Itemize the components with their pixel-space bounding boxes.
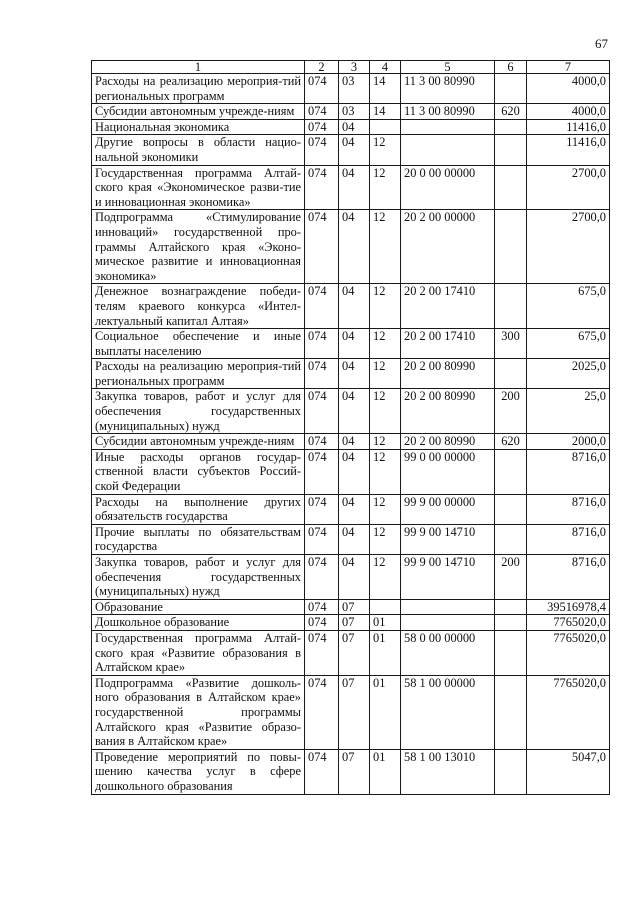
row-section-code: 03 (339, 74, 370, 104)
row-name-cell: Национальная экономика (92, 119, 305, 135)
table-row (92, 135, 610, 165)
table-row (92, 524, 610, 554)
row-section-code: 04 (339, 165, 370, 210)
row-ministry-code: 074 (305, 615, 339, 631)
table-row (92, 210, 610, 284)
row-ministry-code: 074 (305, 119, 339, 135)
row-section-code: 04 (339, 119, 370, 135)
row-expense-type-code (495, 524, 527, 554)
table-header-row (92, 61, 610, 74)
table-row (92, 615, 610, 631)
row-expense-type-code (495, 599, 527, 615)
row-ministry-code: 074 (305, 104, 339, 120)
row-section-code: 04 (339, 284, 370, 329)
row-name-cell: Субсидии автономным учрежде-ниям (92, 434, 305, 450)
row-subsection-code (370, 119, 401, 135)
row-expense-type-code (495, 615, 527, 631)
row-target-article-code: 99 0 00 00000 (401, 449, 495, 494)
row-ministry-code: 074 (305, 555, 339, 600)
row-ministry-code: 074 (305, 135, 339, 165)
row-subsection-code: 12 (370, 434, 401, 450)
row-ministry-code: 074 (305, 74, 339, 104)
table-row (92, 630, 610, 675)
row-section-code: 07 (339, 749, 370, 794)
row-ministry-code: 074 (305, 449, 339, 494)
row-name-cell: Прочие выплаты по обязательствам государства (92, 524, 305, 554)
row-target-article-code (401, 599, 495, 615)
row-target-article-code: 20 2 00 17410 (401, 284, 495, 329)
row-amount: 2700,0 (527, 165, 610, 210)
row-ministry-code: 074 (305, 284, 339, 329)
row-expense-type-code: 200 (495, 555, 527, 600)
row-target-article-code: 20 2 00 17410 (401, 329, 495, 359)
table-row (92, 389, 610, 434)
row-amount: 5047,0 (527, 749, 610, 794)
row-ministry-code: 074 (305, 359, 339, 389)
row-target-article-code: 99 9 00 14710 (401, 555, 495, 600)
row-expense-type-code (495, 135, 527, 165)
row-name-cell: Подпрограмма «Развитие дошколь-ного образования в Алтайском крае» государственной программы Алтайского края «Развитие образо-вания в Алтайском крае» (92, 675, 305, 749)
row-ministry-code: 074 (305, 494, 339, 524)
row-subsection-code: 14 (370, 74, 401, 104)
row-amount: 675,0 (527, 329, 610, 359)
row-subsection-code: 12 (370, 165, 401, 210)
row-name-cell: Проведение мероприятий по повы-шению качества услуг в сфере дошкольного образования (92, 749, 305, 794)
page-number: 67 (595, 36, 608, 51)
row-amount: 7765020,0 (527, 675, 610, 749)
header-cell-3: 3 (339, 61, 370, 74)
table-row (92, 329, 610, 359)
table-row (92, 494, 610, 524)
row-target-article-code: 20 2 00 80990 (401, 359, 495, 389)
header-cell-5: 5 (401, 61, 495, 74)
row-ministry-code: 074 (305, 599, 339, 615)
row-expense-type-code (495, 284, 527, 329)
table-row (92, 165, 610, 210)
row-subsection-code (370, 599, 401, 615)
row-expense-type-code (495, 630, 527, 675)
row-amount: 675,0 (527, 284, 610, 329)
row-section-code: 04 (339, 555, 370, 600)
row-expense-type-code (495, 165, 527, 210)
row-subsection-code: 12 (370, 359, 401, 389)
row-name-cell: Закупка товаров, работ и услуг для обеспечения государственных (муниципальных) нужд (92, 389, 305, 434)
row-expense-type-code: 200 (495, 389, 527, 434)
row-amount: 8716,0 (527, 494, 610, 524)
row-name-cell: Социальное обеспечение и иные выплаты населению (92, 329, 305, 359)
row-name-cell: Государственная программа Алтай-ского края «Развитие образования в Алтайском крае» (92, 630, 305, 675)
row-expense-type-code (495, 119, 527, 135)
row-subsection-code: 01 (370, 615, 401, 631)
row-amount: 25,0 (527, 389, 610, 434)
row-name-cell: Государственная программа Алтай-ского края «Экономическое разви-тие и инновационная экономика» (92, 165, 305, 210)
row-subsection-code: 12 (370, 449, 401, 494)
row-target-article-code: 58 1 00 00000 (401, 675, 495, 749)
table-row (92, 284, 610, 329)
header-cell-2: 2 (305, 61, 339, 74)
row-subsection-code: 12 (370, 210, 401, 284)
row-ministry-code: 074 (305, 389, 339, 434)
row-target-article-code: 11 3 00 80990 (401, 74, 495, 104)
row-section-code: 04 (339, 494, 370, 524)
row-section-code: 04 (339, 210, 370, 284)
row-section-code: 07 (339, 599, 370, 615)
table-row (92, 449, 610, 494)
row-amount: 7765020,0 (527, 615, 610, 631)
row-name-cell: Субсидии автономным учрежде-ниям (92, 104, 305, 120)
row-target-article-code: 20 2 00 80990 (401, 389, 495, 434)
row-expense-type-code (495, 675, 527, 749)
table-row (92, 599, 610, 615)
row-amount: 11416,0 (527, 135, 610, 165)
row-subsection-code: 12 (370, 494, 401, 524)
row-amount: 8716,0 (527, 524, 610, 554)
table-row (92, 104, 610, 120)
row-target-article-code (401, 119, 495, 135)
row-name-cell: Закупка товаров, работ и услуг для обеспечения государственных (муниципальных) нужд (92, 555, 305, 600)
row-expense-type-code: 620 (495, 104, 527, 120)
row-subsection-code: 12 (370, 555, 401, 600)
row-name-cell: Денежное вознаграждение победи-телям краевого конкурса «Интел-лектуальный капитал Алтая» (92, 284, 305, 329)
row-section-code: 04 (339, 524, 370, 554)
row-ministry-code: 074 (305, 165, 339, 210)
row-amount: 2025,0 (527, 359, 610, 389)
row-expense-type-code (495, 210, 527, 284)
row-name-cell: Подпрограмма «Стимулирование инноваций» государственной про-граммы Алтайского края «Эконо-мическое развитие и инновационная экономика» (92, 210, 305, 284)
row-amount: 4000,0 (527, 104, 610, 120)
row-amount: 11416,0 (527, 119, 610, 135)
row-amount: 8716,0 (527, 449, 610, 494)
row-expense-type-code (495, 494, 527, 524)
row-subsection-code: 12 (370, 524, 401, 554)
table-row (92, 359, 610, 389)
row-expense-type-code (495, 449, 527, 494)
row-subsection-code: 12 (370, 284, 401, 329)
row-section-code: 07 (339, 675, 370, 749)
row-name-cell: Иные расходы органов государ-ственной власти субъектов Россий-ской Федерации (92, 449, 305, 494)
row-expense-type-code (495, 749, 527, 794)
row-name-cell: Расходы на реализацию мероприя-тий региональных программ (92, 74, 305, 104)
row-amount: 39516978,4 (527, 599, 610, 615)
row-target-article-code: 58 0 00 00000 (401, 630, 495, 675)
row-amount: 4000,0 (527, 74, 610, 104)
row-ministry-code: 074 (305, 434, 339, 450)
row-target-article-code (401, 615, 495, 631)
row-subsection-code: 12 (370, 389, 401, 434)
row-section-code: 04 (339, 434, 370, 450)
row-subsection-code: 01 (370, 675, 401, 749)
row-section-code: 04 (339, 135, 370, 165)
row-amount: 2700,0 (527, 210, 610, 284)
header-cell-1: 1 (92, 61, 305, 74)
row-ministry-code: 074 (305, 675, 339, 749)
row-ministry-code: 074 (305, 329, 339, 359)
header-cell-6: 6 (495, 61, 527, 74)
row-section-code: 03 (339, 104, 370, 120)
row-target-article-code: 99 9 00 14710 (401, 524, 495, 554)
row-name-cell: Расходы на реализацию мероприя-тий региональных программ (92, 359, 305, 389)
row-subsection-code: 01 (370, 749, 401, 794)
row-subsection-code: 01 (370, 630, 401, 675)
row-target-article-code: 20 2 00 80990 (401, 434, 495, 450)
table-row (92, 749, 610, 794)
row-section-code: 07 (339, 630, 370, 675)
header-cell-4: 4 (370, 61, 401, 74)
table-row (92, 434, 610, 450)
row-subsection-code: 12 (370, 329, 401, 359)
row-target-article-code: 58 1 00 13010 (401, 749, 495, 794)
row-ministry-code: 074 (305, 210, 339, 284)
row-subsection-code: 12 (370, 135, 401, 165)
row-expense-type-code (495, 74, 527, 104)
row-target-article-code: 99 9 00 00000 (401, 494, 495, 524)
budget-table (91, 60, 610, 795)
row-amount: 7765020,0 (527, 630, 610, 675)
row-target-article-code: 20 0 00 00000 (401, 165, 495, 210)
header-cell-7: 7 (527, 61, 610, 74)
row-name-cell: Другие вопросы в области нацио-нальной экономики (92, 135, 305, 165)
row-subsection-code: 14 (370, 104, 401, 120)
row-ministry-code: 074 (305, 524, 339, 554)
table-row (92, 119, 610, 135)
row-name-cell: Образование (92, 599, 305, 615)
row-section-code: 04 (339, 389, 370, 434)
row-name-cell: Дошкольное образование (92, 615, 305, 631)
table-row (92, 555, 610, 600)
row-expense-type-code (495, 359, 527, 389)
row-ministry-code: 074 (305, 630, 339, 675)
table-row (92, 74, 610, 104)
row-target-article-code: 11 3 00 80990 (401, 104, 495, 120)
table-row (92, 675, 610, 749)
row-section-code: 04 (339, 329, 370, 359)
row-ministry-code: 074 (305, 749, 339, 794)
row-amount: 8716,0 (527, 555, 610, 600)
row-expense-type-code: 300 (495, 329, 527, 359)
row-target-article-code (401, 135, 495, 165)
row-target-article-code: 20 2 00 00000 (401, 210, 495, 284)
row-section-code: 07 (339, 615, 370, 631)
row-name-cell: Расходы на выполнение других обязательств государства (92, 494, 305, 524)
row-amount: 2000,0 (527, 434, 610, 450)
row-section-code: 04 (339, 359, 370, 389)
row-expense-type-code: 620 (495, 434, 527, 450)
row-section-code: 04 (339, 449, 370, 494)
